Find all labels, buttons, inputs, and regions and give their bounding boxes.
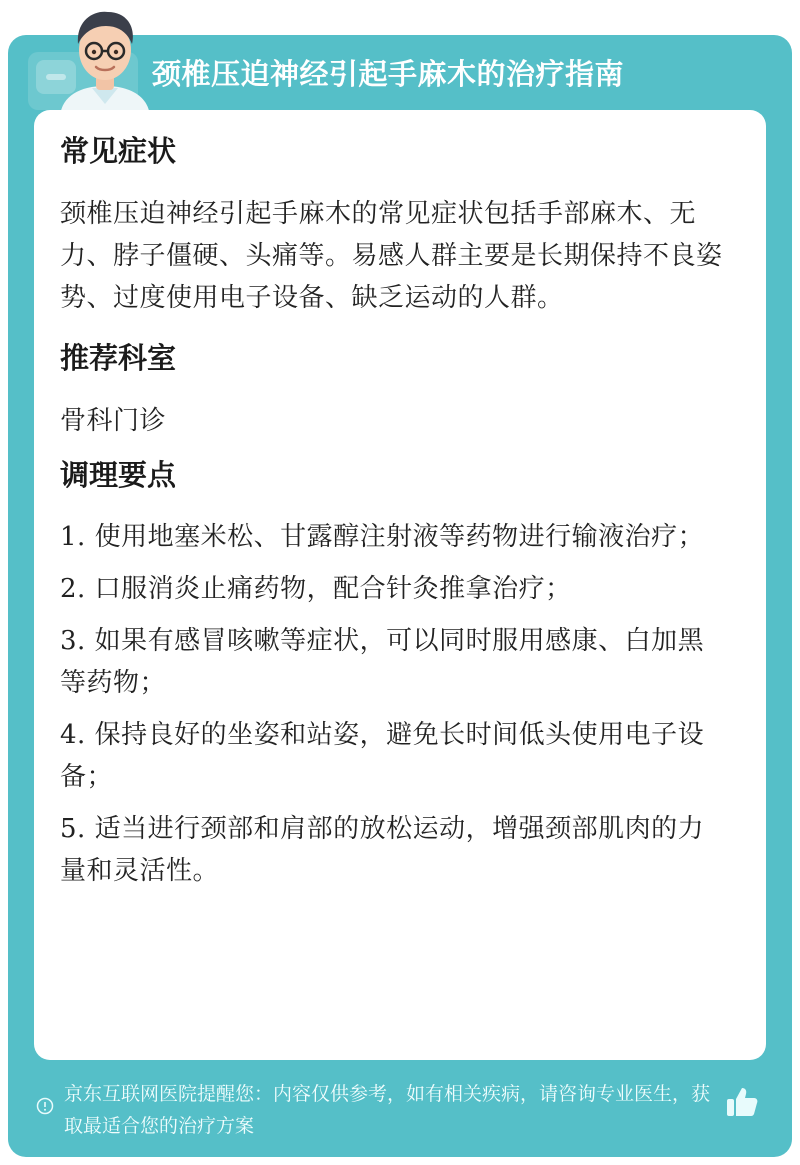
list-item: 2. 口服消炎止痛药物，配合针灸推拿治疗； — [60, 574, 572, 605]
section-heading: 推荐科室 — [60, 340, 177, 375]
section-department — [60, 341, 728, 442]
section-care-points — [60, 458, 728, 893]
list-item: 3. 如果有感冒咳嗽等症状，可以同时服用感康、白加黑等药物； — [60, 626, 705, 699]
list-item: 1. 使用地塞米松、甘露醇注射液等药物进行输液治疗； — [60, 522, 705, 553]
page-title: 颈椎压迫神经引起手麻木的治疗指南 — [152, 57, 625, 91]
section-heading: 常见症状 — [60, 134, 177, 168]
thumbs-up-icon[interactable] — [724, 1084, 760, 1120]
guide-content — [60, 134, 728, 902]
department-text: 骨科门诊 — [60, 405, 167, 436]
list-item: 4. 保持良好的坐姿和站姿，避免长时间低头使用电子设备； — [60, 720, 705, 793]
doctor-avatar-icon — [46, 4, 164, 116]
section-symptoms — [60, 134, 728, 319]
section-heading: 调理要点 — [60, 457, 177, 492]
symptoms-text: 颈椎压迫神经引起手麻木的常见症状包括手部麻木、无力、脖子僵硬、头痛等。易感人群主要是长期保持不良姿势、过度使用电子设备、缺乏运动的人群。 — [60, 198, 723, 313]
disclaimer-text: 京东互联网医院提醒您：内容仅供参考，如有相关疾病，请咨询专业医生，获取最适合您的治疗方案 — [64, 1083, 711, 1137]
list-item: 5. 适当进行颈部和肩部的放松运动，增强颈部肌肉的力量和灵活性。 — [60, 814, 705, 887]
info-icon — [36, 1097, 54, 1115]
